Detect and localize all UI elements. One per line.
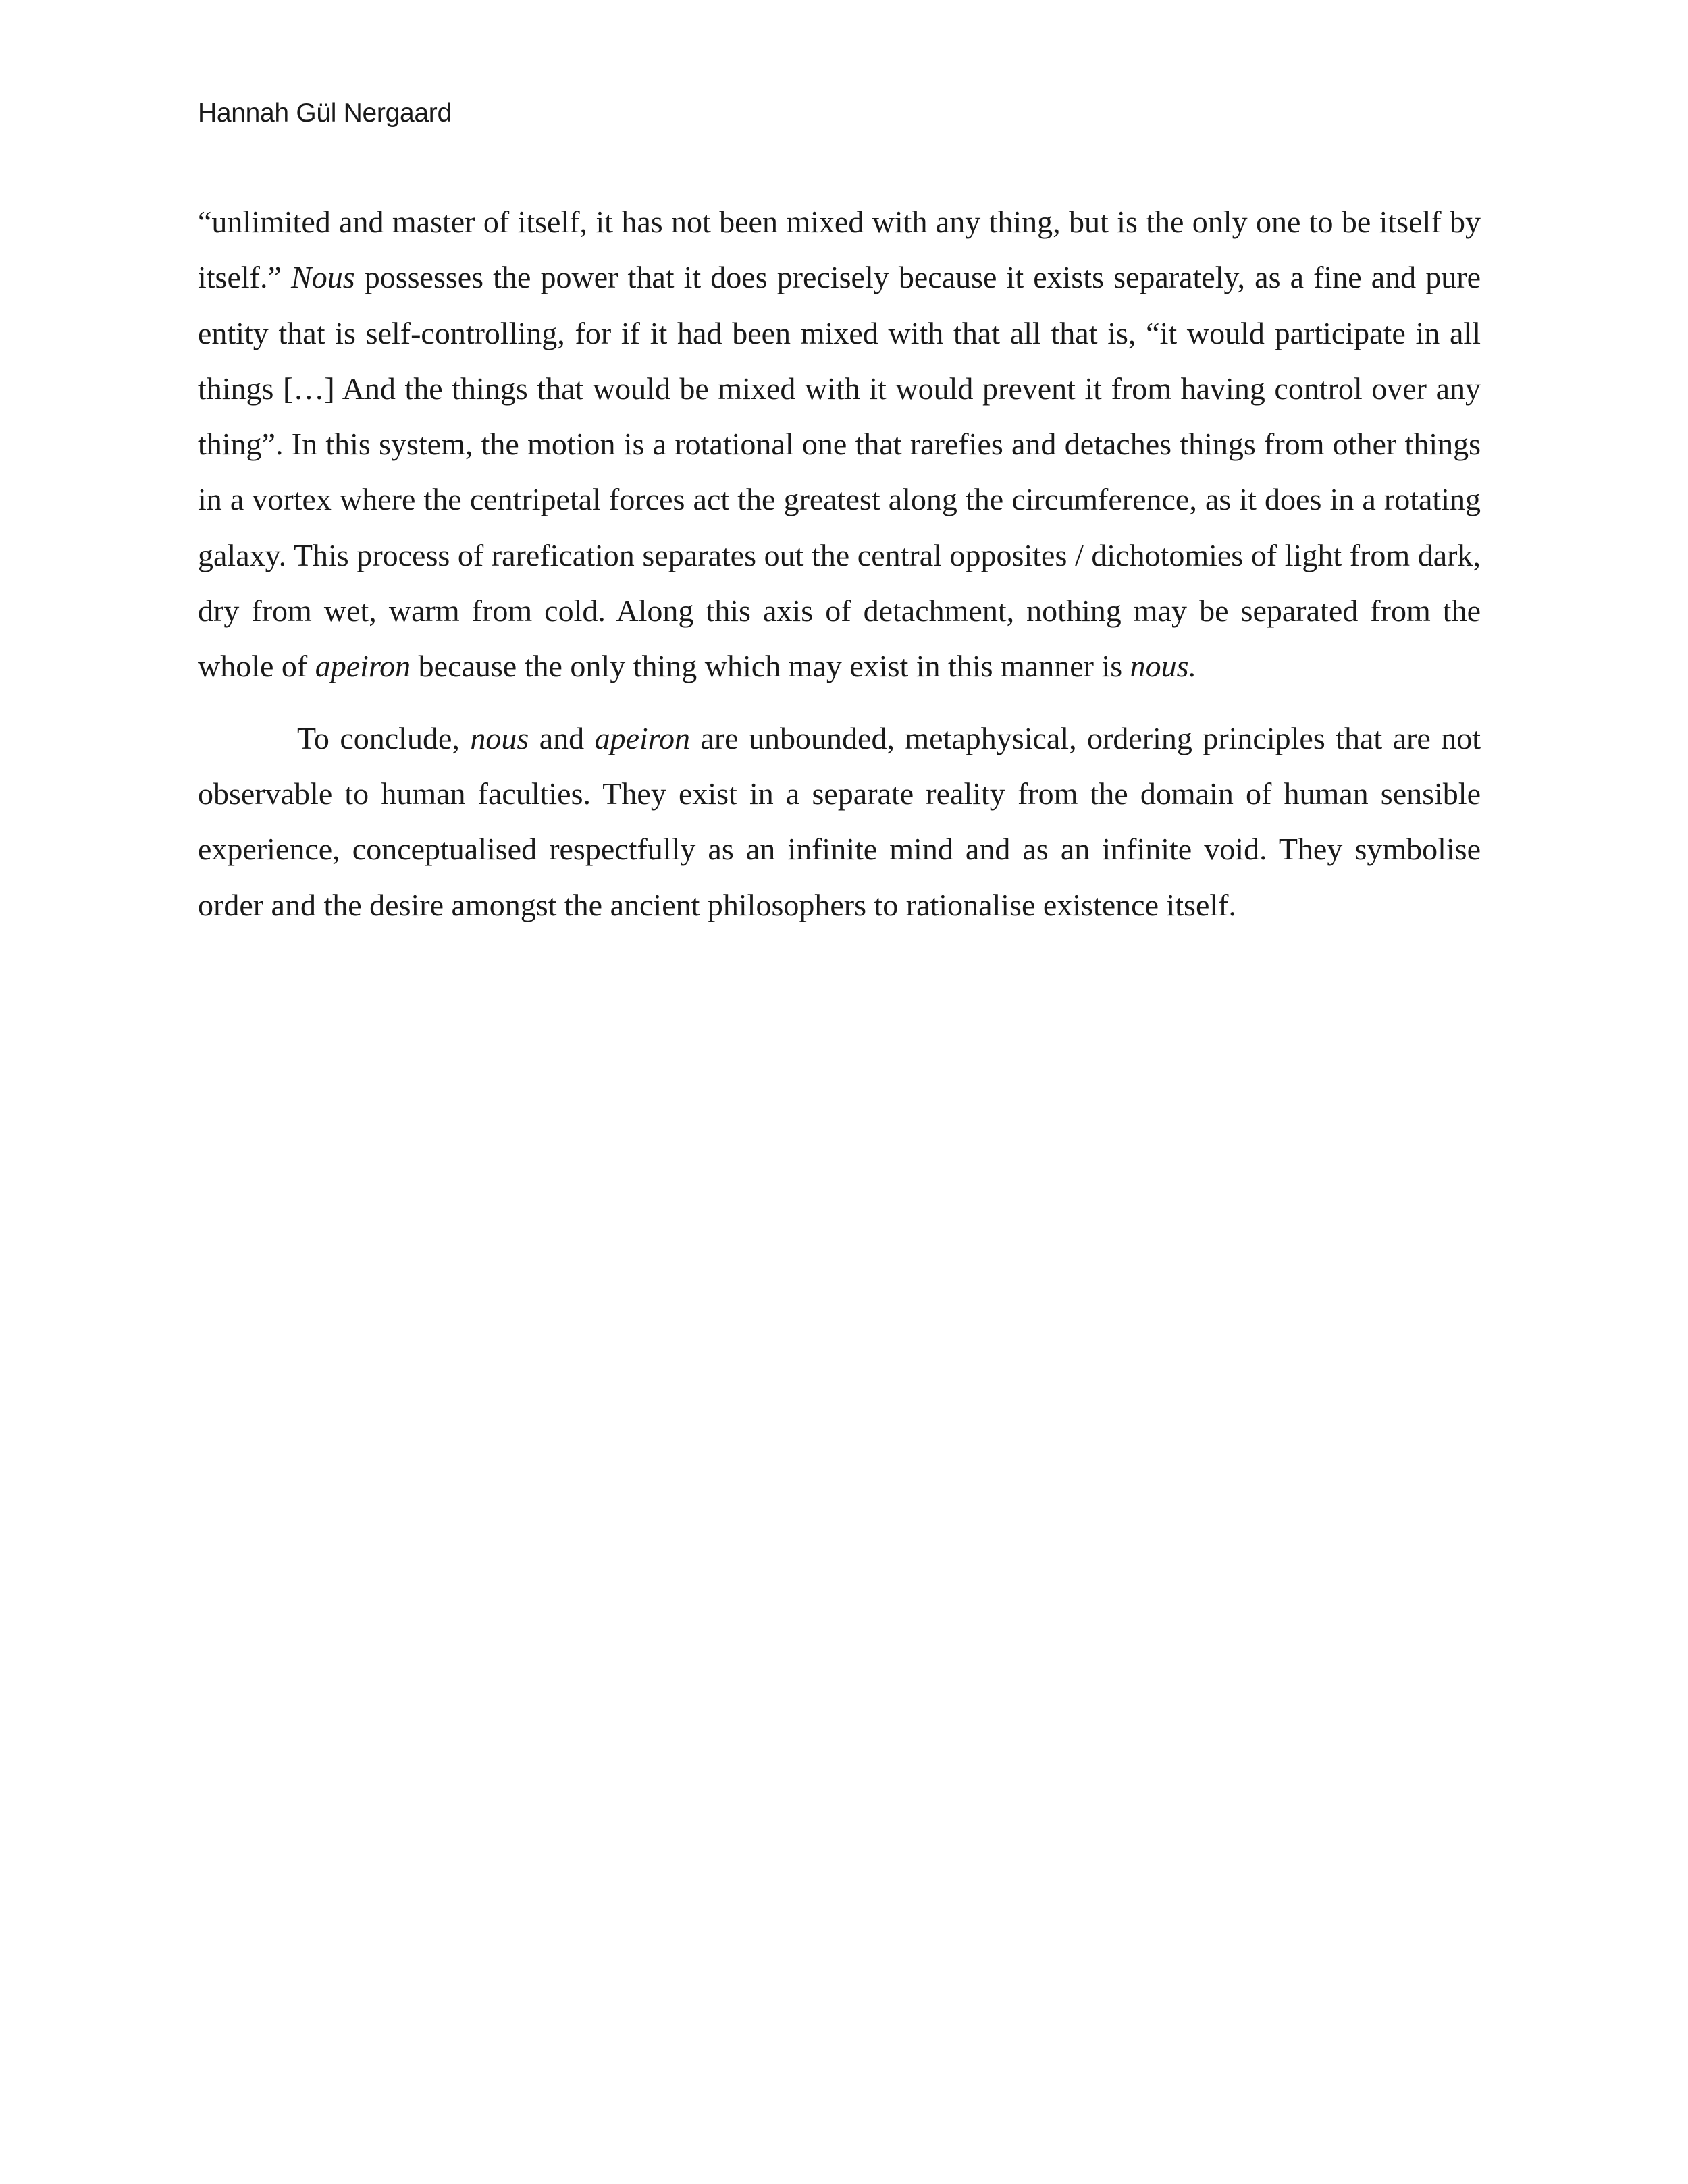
term-apeiron: apeiron [594,720,690,755]
paragraph-1 [198,194,1481,695]
paragraph-1-text-a: “unlimited and master of itself, it has not been mixed with any thing, but is the only one to be itself by itself.” [198,205,1481,295]
term-nous-capitalized: Nous [291,260,355,295]
paragraph-1-text-c: because the only thing which may exist in this manner is [411,649,1130,684]
paragraph-2-text-a: To conclude, [297,720,471,755]
paragraph-1-text-b: possesses the power that it does precisely because it exists separately, as a fine and pure entity that is self-controlling, for if it had been mixed with that all that is, “it would participate in all things […] And the things that would be mixed with it would prevent it from having control over any thing”. In this system, the motion is a rotational one that rarefies and detaches things from other things in a vortex where the centripetal forces act the greatest along the circumference, as it does in a rotating galaxy. This process of rarefication separates out the central opposites / dichotomies of light from dark, dry from wet, warm from cold. Along this axis of detachment, nothing may be separated from the whole of [198,260,1481,684]
paragraph-2-text-b: and [529,720,595,755]
term-apeiron: apeiron [315,649,411,684]
body-text [198,194,1481,933]
paragraph-2-text-c: are unbounded, metaphysical, ordering principles that are not observable to human faculties. They exist in a separate reality from the domain of human sensible experience, conceptualised respectfully as an infinite mind and as an infinite void. They symbolise order and the desire amongst the ancient philosophers to rationalise existence itself. [198,720,1481,922]
term-nous: nous [470,720,529,755]
term-nous: nous. [1130,649,1197,684]
running-header-author: Hannah Gül Nergaard [198,99,452,128]
paragraph-2 [198,711,1481,933]
